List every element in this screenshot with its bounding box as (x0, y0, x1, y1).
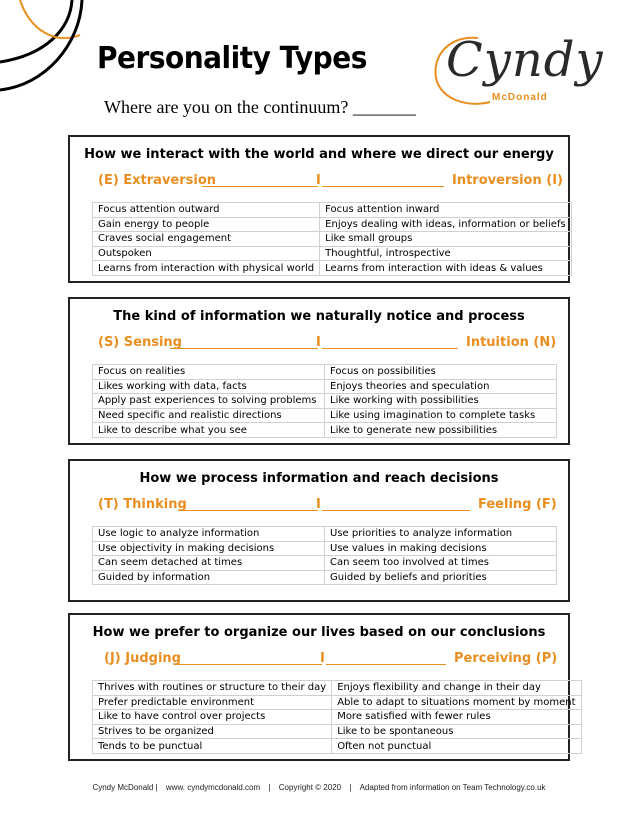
trait-left-cell: Thrives with routines or structure to their day (93, 681, 332, 696)
trait-right-cell: Focus attention inward (320, 203, 572, 218)
table-row (93, 217, 572, 232)
scale-left-label: (T) Thinking (98, 497, 187, 512)
table-row (93, 379, 557, 394)
footer-website[interactable]: www. cyndymcdonald.com (165, 783, 261, 792)
trait-right-cell: More satisfied with fewer rules (332, 710, 581, 725)
trait-right-cell: Enjoys theories and speculation (325, 379, 557, 394)
trait-left-cell: Need specific and realistic directions (93, 408, 325, 423)
trait-right-cell: Like using imagination to complete tasks (325, 408, 557, 423)
scale-marker: I (316, 335, 321, 350)
table-row (93, 739, 582, 754)
trait-right-cell: Like to be spontaneous (332, 724, 581, 739)
scale-line-right (322, 186, 444, 187)
scale-line-right (322, 510, 470, 511)
trait-right-cell: Enjoys dealing with ideas, information or beliefs (320, 217, 572, 232)
table-row (93, 261, 572, 276)
logo-script: Cyndy (446, 32, 604, 88)
footer-separator: | (268, 783, 271, 792)
scale-marker: I (316, 173, 321, 188)
table-row (93, 394, 557, 409)
trait-left-cell: Can seem detached at times (93, 556, 325, 571)
logo (430, 30, 604, 112)
logo-subtitle: McDonald (492, 92, 548, 103)
traits-table (92, 526, 557, 585)
table-row (93, 681, 582, 696)
trait-left-cell: Gain energy to people (93, 217, 320, 232)
trait-left-cell: Learns from interaction with physical world (93, 261, 320, 276)
scale-right-label: Intuition (N) (466, 335, 557, 350)
table-row (93, 710, 582, 725)
trait-right-cell: Like to generate new possibilities (325, 423, 557, 438)
trait-right-cell: Like working with possibilities (325, 394, 557, 409)
trait-left-cell: Use logic to analyze information (93, 527, 325, 542)
trait-right-cell: Like small groups (320, 232, 572, 247)
trait-left-cell: Prefer predictable environment (93, 695, 332, 710)
trait-right-cell: Use values in making decisions (325, 541, 557, 556)
table-row (93, 246, 572, 261)
section-heading: How we process information and reach decisions (139, 471, 499, 486)
section-thinking-feeling (68, 459, 570, 602)
scale-right-label: Introversion (I) (452, 173, 563, 188)
footer-separator: | (349, 783, 352, 792)
traits-table (92, 364, 557, 438)
trait-left-cell: Like to have control over projects (93, 710, 332, 725)
scale-left-label: (E) Extraversion (98, 173, 217, 188)
traits-table (92, 202, 572, 276)
section-heading: The kind of information we naturally notice and process (113, 309, 525, 324)
trait-right-cell: Able to adapt to situations moment by moment (332, 695, 581, 710)
trait-right-cell: Use priorities to analyze information (325, 527, 557, 542)
footer-source: Adapted from information on Team Technology.co.uk (359, 783, 546, 792)
trait-right-cell: Learns from interaction with ideas & values (320, 261, 572, 276)
section-extraversion-introversion (68, 135, 570, 283)
trait-left-cell: Use objectivity in making decisions (93, 541, 325, 556)
trait-left-cell: Guided by information (93, 570, 325, 585)
scale-marker: I (320, 651, 325, 666)
footer-author: Cyndy McDonald | (92, 783, 158, 792)
table-row (93, 541, 557, 556)
scale-line-left (178, 510, 318, 511)
trait-left-cell: Apply past experiences to solving problems (93, 394, 325, 409)
trait-left-cell: Focus on realities (93, 365, 325, 380)
scale-left-label: (J) Judging (104, 651, 181, 666)
scale-line-left (176, 664, 322, 665)
table-row (93, 423, 557, 438)
table-row (93, 695, 582, 710)
table-row (93, 527, 557, 542)
trait-left-cell: Tends to be punctual (93, 739, 332, 754)
scale-right-label: Feeling (F) (478, 497, 557, 512)
trait-left-cell: Strives to be organized (93, 724, 332, 739)
scale-line-left (170, 348, 318, 349)
trait-left-cell: Likes working with data, facts (93, 379, 325, 394)
trait-right-cell: Focus on possibilities (325, 365, 557, 380)
page-subtitle: Where are you on the continuum? _______ (104, 97, 416, 117)
table-row (93, 570, 557, 585)
section-sensing-intuition (68, 297, 570, 445)
trait-left-cell: Outspoken (93, 246, 320, 261)
scale-line-right (322, 348, 458, 349)
table-row (93, 724, 582, 739)
decorative-arcs (0, 0, 90, 95)
footer (0, 783, 638, 792)
table-row (93, 203, 572, 218)
trait-left-cell: Craves social engagement (93, 232, 320, 247)
scale-marker: I (316, 497, 321, 512)
scale-line-right (326, 664, 446, 665)
traits-table (92, 680, 582, 754)
scale-line-left (202, 186, 318, 187)
scale-right-label: Perceiving (P) (454, 651, 558, 666)
table-row (93, 408, 557, 423)
scale-left-label: (S) Sensing (98, 335, 182, 350)
trait-left-cell: Like to describe what you see (93, 423, 325, 438)
trait-right-cell: Thoughtful, introspective (320, 246, 572, 261)
section-judging-perceiving (68, 613, 576, 761)
table-row (93, 365, 557, 380)
trait-right-cell: Often not punctual (332, 739, 581, 754)
section-heading: How we prefer to organize our lives based on our conclusions (92, 625, 546, 640)
trait-right-cell: Guided by beliefs and priorities (325, 570, 557, 585)
table-row (93, 556, 557, 571)
page-title: Personality Types (97, 40, 367, 76)
section-heading: How we interact with the world and where we direct our energy (84, 147, 554, 162)
trait-left-cell: Focus attention outward (93, 203, 320, 218)
table-row (93, 232, 572, 247)
trait-right-cell: Can seem too involved at times (325, 556, 557, 571)
footer-copyright: Copyright © 2020 (278, 783, 342, 792)
trait-right-cell: Enjoys flexibility and change in their day (332, 681, 581, 696)
